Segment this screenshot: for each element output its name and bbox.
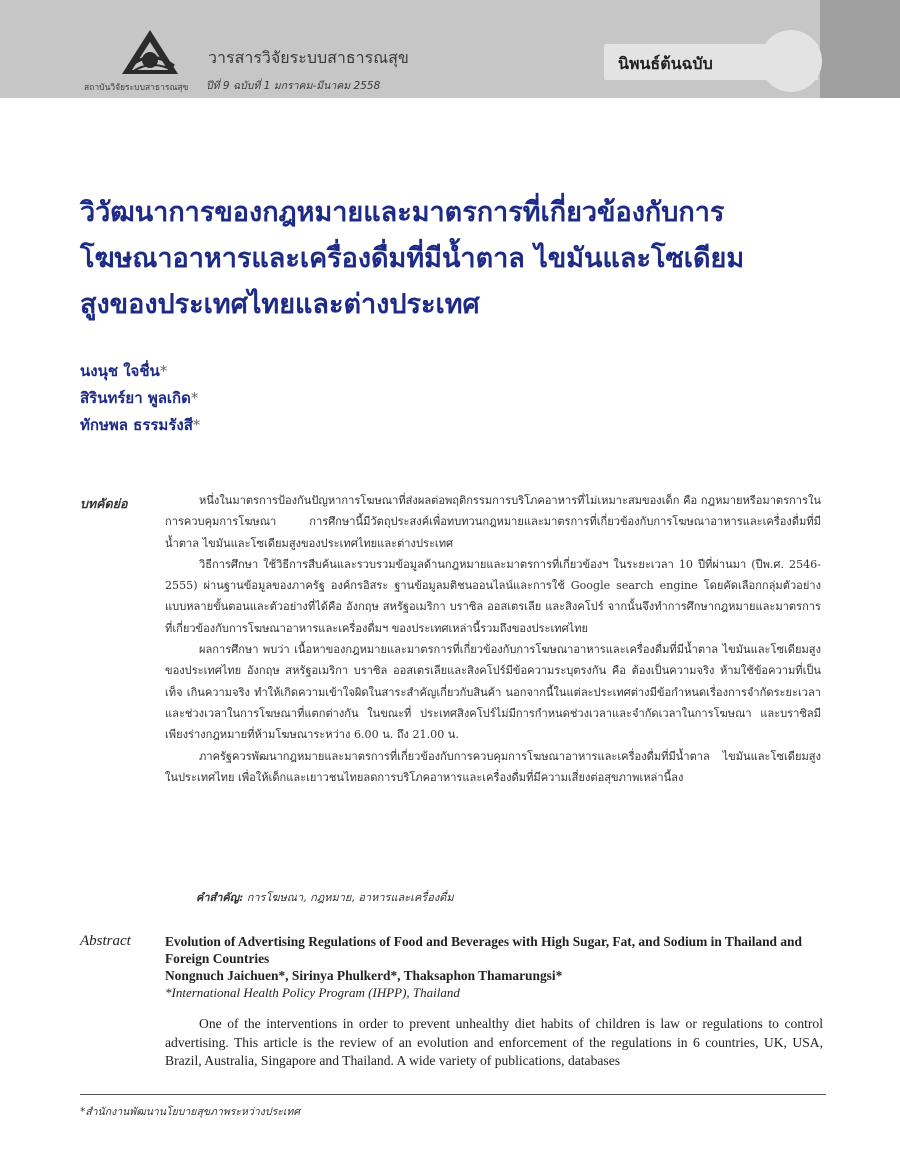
abstract-th-body — [165, 490, 821, 788]
institute-logo-icon — [118, 28, 182, 78]
abstract-th-paragraph: วิธีการศึกษา ใช้วิธีการสืบค้นและรวบรวมข้อมูลด้านกฎหมายและมาตรการที่เกี่ยวข้องฯ ในระยะเวลา 10 ปีที่ผ่านมา (ปีพ.ศ. 2546-2555) ผ่านฐานข้อมูลของภาครัฐ องค์กรอิสระ ฐานข้อมูลมติชนออนไลน์และการใช้ Google search engine โดยคัดเลือกกลุ่มตัวอย่างแบบหลายขั้นตอนและตัวอย่างที่ได้คือ อังกฤษ สหรัฐอเมริกา บราซิล ออสเตรเลีย และสิงคโปร์ จากนั้นจึงทำการศึกษากฎหมายและมาตรการที่เกี่ยวข้องกับการโฆษณาอาหารและเครื่องดื่มฯ ของประเทศเหล่านี้รวมถึงของประเทศไทย — [165, 557, 821, 635]
author-name: นงนุช ใจชื่น — [80, 362, 160, 380]
title-line-2: โฆษณาอาหารและเครื่องดื่มที่มีน้ำตาล ไขมันและโซเดียม — [80, 243, 745, 274]
title-line-3: สูงของประเทศไทยและต่างประเทศ — [80, 289, 480, 320]
abstract-th-paragraph: ภาครัฐควรพัฒนากฎหมายและมาตรการที่เกี่ยวข้องกับการควบคุมการโฆษณาอาหารและเครื่องดื่มที่มีน้ำตาล ไขมันและโซเดียมสูงในประเทศไทย เพื่อให้เด็กและเยาวชนไทยลดการบริโภคอาหารและเครื่องดื่มที่มีความเสี่ยงต่อสุขภาพเหล่านี้ลง — [165, 749, 821, 784]
abstract-th-paragraph: ผลการศึกษา พบว่า เนื้อหาของกฎหมายและมาตรการที่เกี่ยวข้องกับการโฆษณาอาหารและเครื่องดื่มที่มีน้ำตาล ไขมันและโซเดียมสูงของประเทศไทย อังกฤษ สหรัฐอเมริกา บราซิล ออสเตรเลียและสิงคโปร์มีข้อความระบุตรงกัน คือ ต้องเป็นความจริง ห้ามใช้ข้อความที่เป็นเท็จ เกินความจริง ทำให้เกิดความเข้าใจผิดในสาระสำคัญเกี่ยวกับสินค้า นอกจากนี้ในแต่ละประเทศต่างมีข้อกำหนดเรื่องการจำกัดระยะเวลาและช่วงเวลาในการโฆษณาที่แตกต่างกัน ในขณะที่ ประเทศสิงคโปร์ไม่มีการกำหนดช่วงเวลาและจำกัดเวลาในการโฆษณา และบราซิลมีเพียงร่างกฎหมายที่ห้ามโฆษณาระหว่าง 6.00 น. ถึง 21.00 น. — [165, 643, 821, 742]
author-item — [80, 412, 200, 439]
english-abstract-text: One of the interventions in order to prevent unhealthy diet habits of children is law or regulations to control advertising. This article is the review of an evolution and enforcement of the regulations in 6 countries, UK, USA, Brazil, Australia, Singapore and Thailand. A wide variety of publications, databases — [165, 1016, 823, 1068]
abstract-th-label: บทคัดย่อ — [80, 496, 128, 511]
abstract-en-label: Abstract — [80, 933, 131, 949]
keywords-label: คำสำคัญ: — [196, 891, 244, 904]
journal-issue: ปีที่ 9 ฉบับที่ 1 มกราคม-มีนาคม 2558 — [206, 80, 381, 92]
english-title: Evolution of Advertising Regulations of Food and Beverages with High Sugar, Fat, and Sodium in Thailand and Foreign Countries — [165, 934, 802, 966]
footnote-divider — [80, 1094, 826, 1095]
abstract-en-body — [165, 933, 823, 1071]
institute-name: สถาบันวิจัยระบบสาธารณสุข — [84, 83, 189, 93]
footnote: *สำนักงานพัฒนานโยบายสุขภาพระหว่างประเทศ — [80, 1106, 301, 1118]
author-mark: * — [192, 416, 201, 434]
journal-title: วารสารวิจัยระบบสาธารณสุข — [208, 48, 409, 67]
english-authors: Nongnuch Jaichuen*, Sirinya Phulkerd*, Thaksaphon Thamarungsi* — [165, 968, 563, 983]
keywords-value: การโฆษณา, กฎหมาย, อาหารและเครื่องดื่ม — [246, 891, 454, 904]
author-item — [80, 385, 200, 412]
article-type-label: นิพนธ์ต้นฉบับ — [618, 54, 713, 73]
author-list — [80, 358, 200, 439]
header-corner-block — [820, 0, 900, 98]
article-title — [80, 190, 840, 328]
keywords-line — [196, 888, 454, 906]
author-mark: * — [159, 362, 168, 380]
title-line-1: วิวัฒนาการของกฎหมายและมาตรการที่เกี่ยวข้องกับการ — [80, 197, 725, 228]
abstract-th-paragraph: หนึ่งในมาตรการป้องกันปัญหาการโฆษณาที่ส่งผลต่อพฤติกรรมการบริโภคอาหารที่ไม่เหมาะสมของเด็ก คือ กฎหมายหรือมาตรการในการควบคุมการโฆษณา การศึกษานี้มีวัตถุประสงค์เพื่อทบทวนกฎหมายและมาตรการที่เกี่ยวข้องกับการโฆษณาอาหารและเครื่องดื่มที่มีน้ำตาล ไขมันและโซเดียมสูงของประเทศไทยและต่างประเทศ — [165, 494, 821, 550]
author-name: ทักษพล ธรรมรังสี — [80, 416, 193, 434]
author-item — [80, 358, 200, 385]
author-name: สิรินทร์ยา พูลเกิด — [80, 389, 191, 407]
author-mark: * — [190, 389, 199, 407]
english-affiliation: *International Health Policy Program (IHPP), Thailand — [165, 985, 460, 1000]
